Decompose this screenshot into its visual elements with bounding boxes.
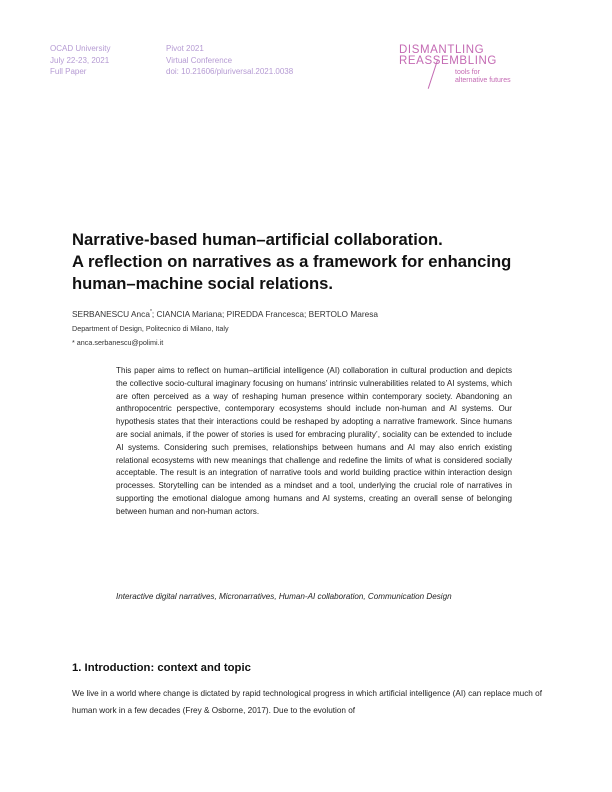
header-venue: Virtual Conference <box>166 55 233 65</box>
conference-logo <box>399 44 529 94</box>
author-list <box>72 309 378 319</box>
intro-paragraph: We live in a world where change is dictated by rapid technological progress in which artificial intelligence (AI) can replace much of human work in a few decades (Frey & Osborne, 2017). Due to the evolution of <box>72 689 542 715</box>
paper-title <box>72 229 542 295</box>
title-line-1: Narrative-based human–artificial collaboration. <box>72 230 443 249</box>
header-event-info <box>166 43 293 78</box>
contact-email[interactable]: * anca.serbanescu@polimi.it <box>72 338 164 347</box>
co-authors: ; CIANCIA Mariana; PIREDDA Francesca; BERTOLO Maresa <box>151 309 378 319</box>
header-event: Pivot 2021 <box>166 44 204 53</box>
title-line-2: A reflection on narratives as a framework for enhancing <box>72 252 512 271</box>
header-doi[interactable]: doi: 10.21606/pluriversal.2021.0038 <box>166 67 294 76</box>
header-conference-info <box>50 43 110 78</box>
header-paper-type: Full Paper <box>50 67 87 76</box>
logo-line-2: REASSEMBLING <box>399 55 497 67</box>
keywords: Interactive digital narratives, Micronarratives, Human-AI collaboration, Communication Design <box>116 592 452 601</box>
affiliation: Department of Design, Politecnico di Milano, Italy <box>72 324 229 333</box>
first-author: SERBANESCU Anca <box>72 309 150 319</box>
logo-tagline-2: alternative futures <box>455 77 511 84</box>
abstract: This paper aims to reflect on human–artificial intelligence (AI) collaboration in cultural production and depicts the collective socio-cultural imaginary focusing on humans’ intrinsic vulnerabilities related to AI systems, which are often perceived as a way of reshaping human presence within contemporary society. Abandoning an anthropocentric perspective, contemporary ecosystems should include non-human and AI systems. Our hypothesis states that their interactions could be reshaped by adopting a narrative framework. Since humans are social animals, if the power of stories is used for embracing plurality’, sociality can be extended to include AI systems. Considering such premises, relationships between humans and AI may also enrich existing relational ecosystems with new meanings that challenge and redefine the limits of what is considered socially acceptable. The result is an integration of narrative tools and world building practice within interaction design processes. Storytelling can be intended as a mindset and a tool, underlying the crucial role of narratives in supporting the emotional dialogue among humans and AI systems, creating an overall sense of belonging between human and non-human actors. <box>116 366 512 516</box>
header-university: OCAD University <box>50 44 111 53</box>
logo-line-1: DISMANTLING <box>399 44 485 56</box>
logo-tagline <box>455 69 511 85</box>
logo-tagline-1: tools for <box>455 69 480 76</box>
section-heading: 1. Introduction: context and topic <box>72 662 251 674</box>
corresponding-mark: * <box>149 309 152 316</box>
header-dates: July 22-23, 2021 <box>50 55 110 65</box>
title-line-3: human–machine social relations. <box>72 274 333 293</box>
